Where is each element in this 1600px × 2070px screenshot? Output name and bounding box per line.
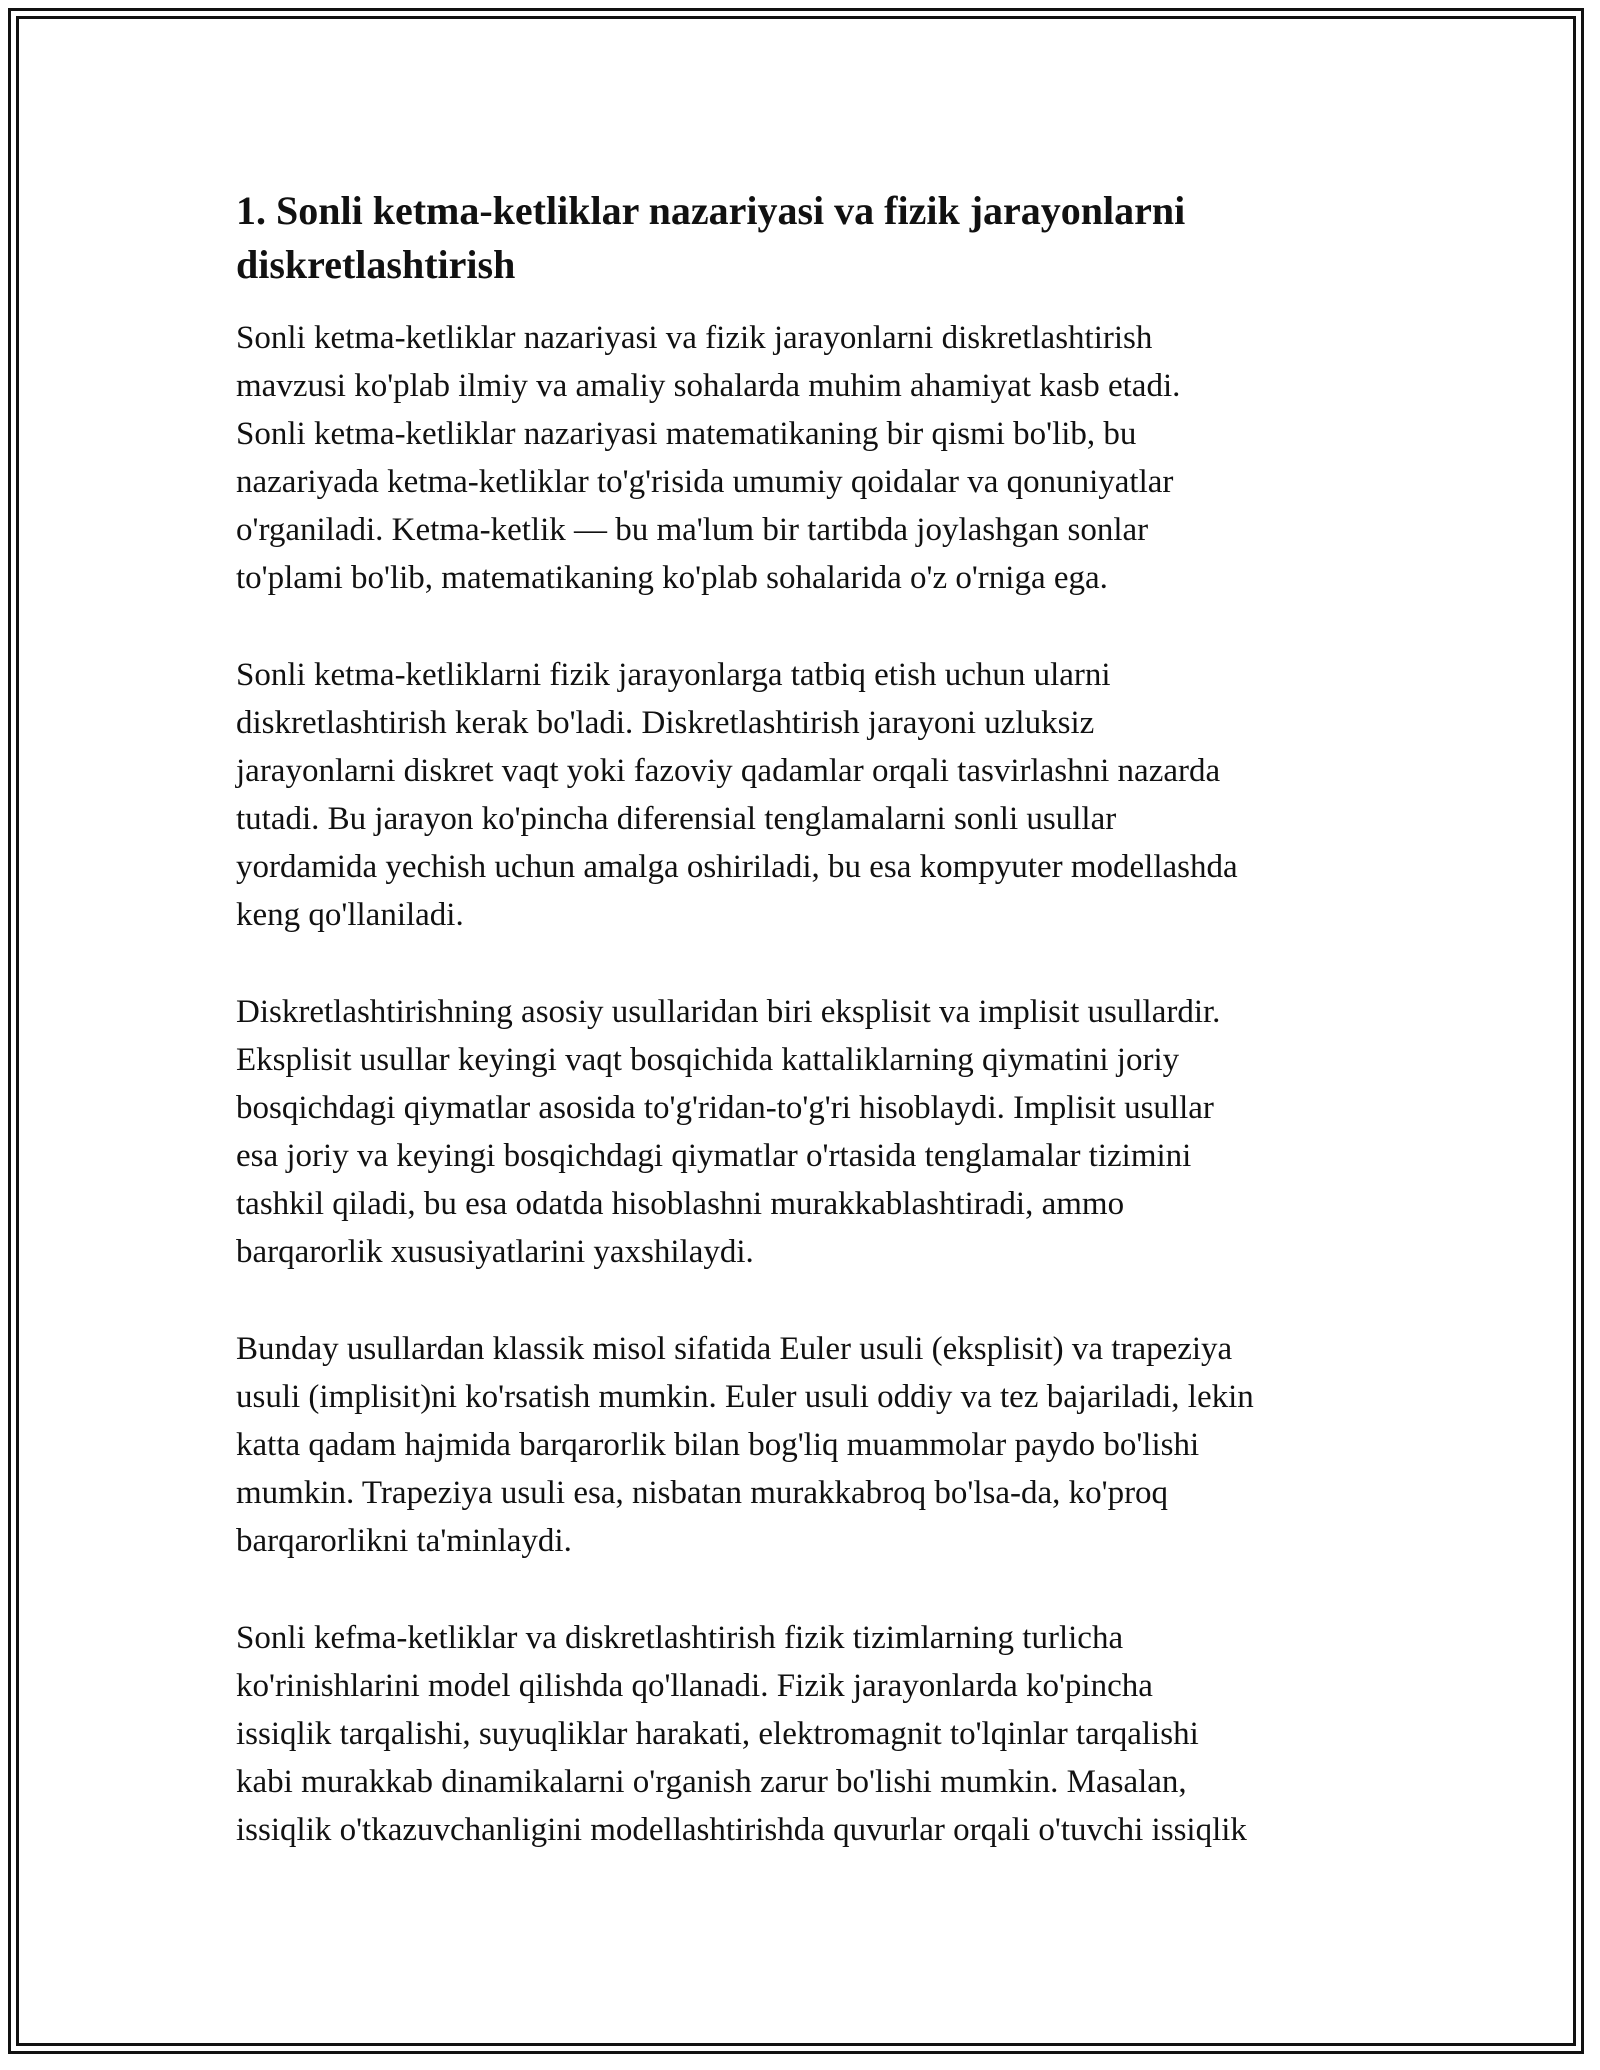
paragraph-5: Sonli kefma-ketliklar va diskretlashtirish fizik tizimlarning turlicha ko'rinishlarini model qilishda qo'llanadi. Fizik jarayonlarda ko'pincha issiqlik tarqalishi, suyuqliklar harakati, elektromagnit to'lqinlar tarqalishi kabi murakkab dinamikalarni o'rganish zarur bo'lishi mumkin. Masalan, issiqlik o'tkazuvchanligini modellashtirishda quvurlar orqali o'tuvchi issiqlik [236,1620,1247,1848]
section-title: 1. Sonli ketma-ketliklar nazariyasi va fizik jarayonlarni diskretlashtirish [236,188,1186,287]
paragraph-2: Sonli ketma-ketliklarni fizik jarayonlarga tatbiq etish uchun ularni diskretlashtirish kerak bo'ladi. Diskretlashtirish jarayoni uzluksiz jarayonlarni diskret vaqt yoki fazoviy qadamlar orqali tasvirlashni nazarda tutadi. Bu jarayon ko'pincha diferensial tenglamalarni sonli usullar yordamida yechish uchun amalga oshiriladi, bu esa kompyuter modellashda keng qo'llaniladi. [236,657,1238,933]
paragraph-4: Bunday usullardan klassik misol sifatida Euler usuli (eksplisit) va trapeziya usuli (implisit)ni ko'rsatish mumkin. Euler usuli oddiy va tez bajariladi, lekin katta qadam hajmida barqarorlik bilan bog'liq muammolar paydo bo'lishi mumkin. Trapeziya usuli esa, nisbatan murakkabroq bo'lsa-da, ko'proq barqarorlikni ta'minlaydi. [236,1331,1254,1559]
document-body [236,184,1376,1903]
paragraph-1: Sonli ketma-ketliklar nazariyasi va fizik jarayonlarni diskretlashtirish mavzusi ko'plab ilmiy va amaliy sohalarda muhim ahamiyat kasb etadi. Sonli ketma-ketliklar nazariyasi matematikaning bir qismi bo'lib, bu nazariyada ketma-ketliklar to'g'risida umumiy qoidalar va qonuniyatlar o'rganiladi. Ketma-ketlik — bu ma'lum bir tartibda joylashgan sonlar to'plami bo'lib, matematikaning ko'plab sohalarida o'z o'rniga ega. [236,320,1181,596]
paragraph-3: Diskretlashtirishning asosiy usullaridan biri eksplisit va implisit usullardir. Eksplisit usullar keyingi vaqt bosqichida kattaliklarning qiymatini joriy bosqichdagi qiymatlar asosida to'g'ridan-to'g'ri hisoblaydi. Implisit usullar esa joriy va keyingi bosqichdagi qiymatlar o'rtasida tenglamalar tizimini tashkil qiladi, bu esa odatda hisoblashni murakkablashtiradi, ammo barqarorlik xususiyatlarini yaxshilaydi. [236,994,1221,1270]
